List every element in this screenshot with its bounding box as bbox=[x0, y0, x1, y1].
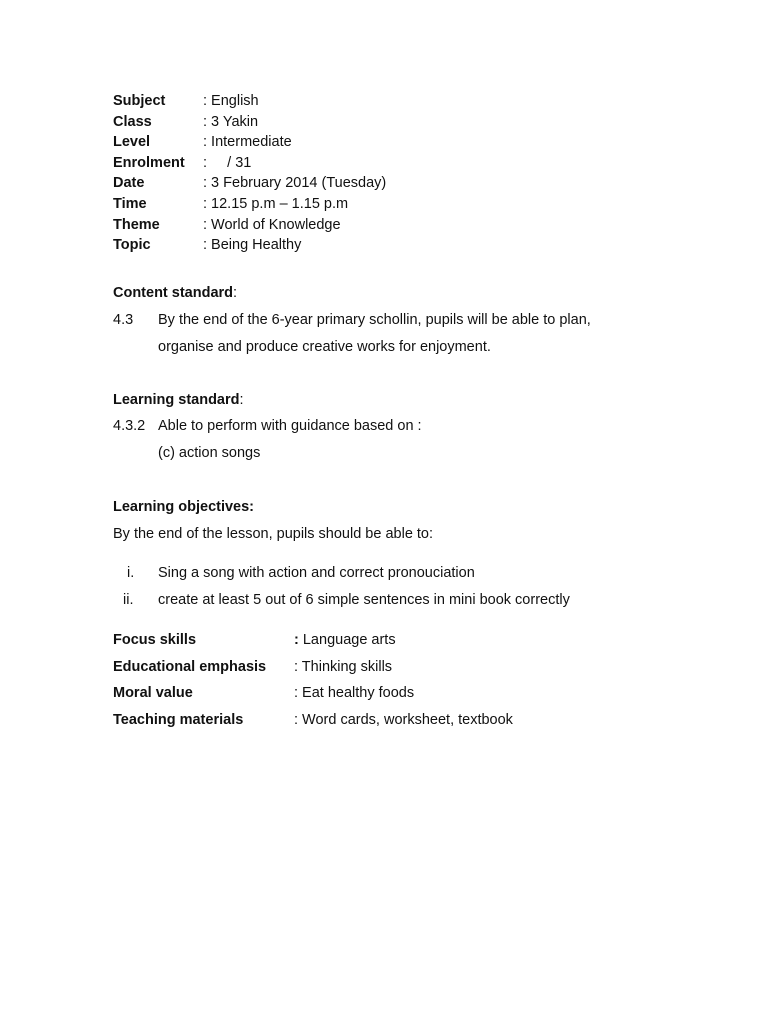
detail-colon: : bbox=[294, 632, 299, 648]
info-label: Time bbox=[113, 195, 147, 212]
info-value: : 3 Yakin bbox=[203, 113, 259, 130]
learning-objectives-heading: Learning objectives: bbox=[113, 499, 255, 515]
info-label: Subject bbox=[113, 93, 166, 109]
learning-standard-number: 4.3.2 bbox=[113, 418, 146, 434]
content-standard-number: 4.3 bbox=[113, 312, 134, 328]
info-label: Enrolment bbox=[113, 154, 185, 171]
detail-value-text: : Thinking skills bbox=[294, 658, 393, 675]
info-row-date bbox=[113, 173, 386, 194]
detail-label: Teaching materials bbox=[113, 711, 244, 728]
detail-value-text: Language arts bbox=[298, 632, 396, 648]
info-label: Date bbox=[113, 175, 145, 192]
detail-value-text: : Word cards, worksheet, textbook bbox=[294, 711, 513, 728]
info-value: : Being Healthy bbox=[203, 237, 302, 254]
detail-row-educational-emphasis bbox=[113, 657, 513, 684]
detail-value bbox=[294, 630, 396, 657]
info-label: Theme bbox=[113, 216, 160, 233]
lesson-info bbox=[113, 91, 386, 256]
learning-standard-heading bbox=[113, 390, 244, 410]
info-value: : / 31 bbox=[203, 154, 252, 171]
info-value: : English bbox=[203, 93, 259, 109]
objective-marker: i. bbox=[127, 565, 135, 581]
heading-text: Content standard bbox=[113, 285, 234, 301]
objective-text: create at least 5 out of 6 simple sentences in mini book correctly bbox=[158, 592, 570, 608]
info-row-enrolment bbox=[113, 153, 386, 174]
detail-label: Focus skills bbox=[113, 632, 197, 648]
detail-value-text: : Eat healthy foods bbox=[294, 685, 415, 701]
heading-colon: : bbox=[233, 285, 238, 301]
detail-row-moral-value bbox=[113, 683, 513, 710]
info-value: : 12.15 p.m – 1.15 p.m bbox=[203, 195, 349, 212]
objective-marker: ii. bbox=[123, 592, 134, 608]
info-value: : Intermediate bbox=[203, 134, 292, 151]
content-standard-line-2: organise and produce creative works for enjoyment. bbox=[158, 339, 491, 355]
objective-text: Sing a song with action and correct pronouciation bbox=[158, 565, 475, 581]
info-label: Class bbox=[113, 113, 152, 130]
info-label: Level bbox=[113, 134, 151, 151]
learning-standard-line-2: (c) action songs bbox=[158, 445, 261, 461]
info-value: : 3 February 2014 (Tuesday) bbox=[203, 175, 387, 192]
lesson-details bbox=[113, 630, 513, 736]
heading-text: Learning standard bbox=[113, 392, 240, 408]
detail-label: Moral value bbox=[113, 685, 193, 701]
info-row-subject bbox=[113, 91, 386, 112]
info-row-time bbox=[113, 194, 386, 215]
detail-row-teaching-materials bbox=[113, 710, 513, 737]
detail-label: Educational emphasis bbox=[113, 658, 267, 675]
info-row-topic bbox=[113, 235, 386, 256]
info-row-theme bbox=[113, 215, 386, 236]
heading-colon: : bbox=[239, 392, 244, 408]
content-standard-heading bbox=[113, 283, 237, 303]
info-row-class bbox=[113, 112, 386, 133]
content-standard-line-1: By the end of the 6-year primary schollin, pupils will be able to plan, bbox=[158, 312, 591, 328]
learning-objectives-intro: By the end of the lesson, pupils should be able to: bbox=[113, 526, 434, 542]
detail-row-focus-skills bbox=[113, 630, 513, 657]
info-value: : World of Knowledge bbox=[203, 216, 341, 233]
info-label: Topic bbox=[113, 237, 151, 254]
info-row-level bbox=[113, 132, 386, 153]
learning-standard-line-1: Able to perform with guidance based on : bbox=[158, 418, 422, 434]
